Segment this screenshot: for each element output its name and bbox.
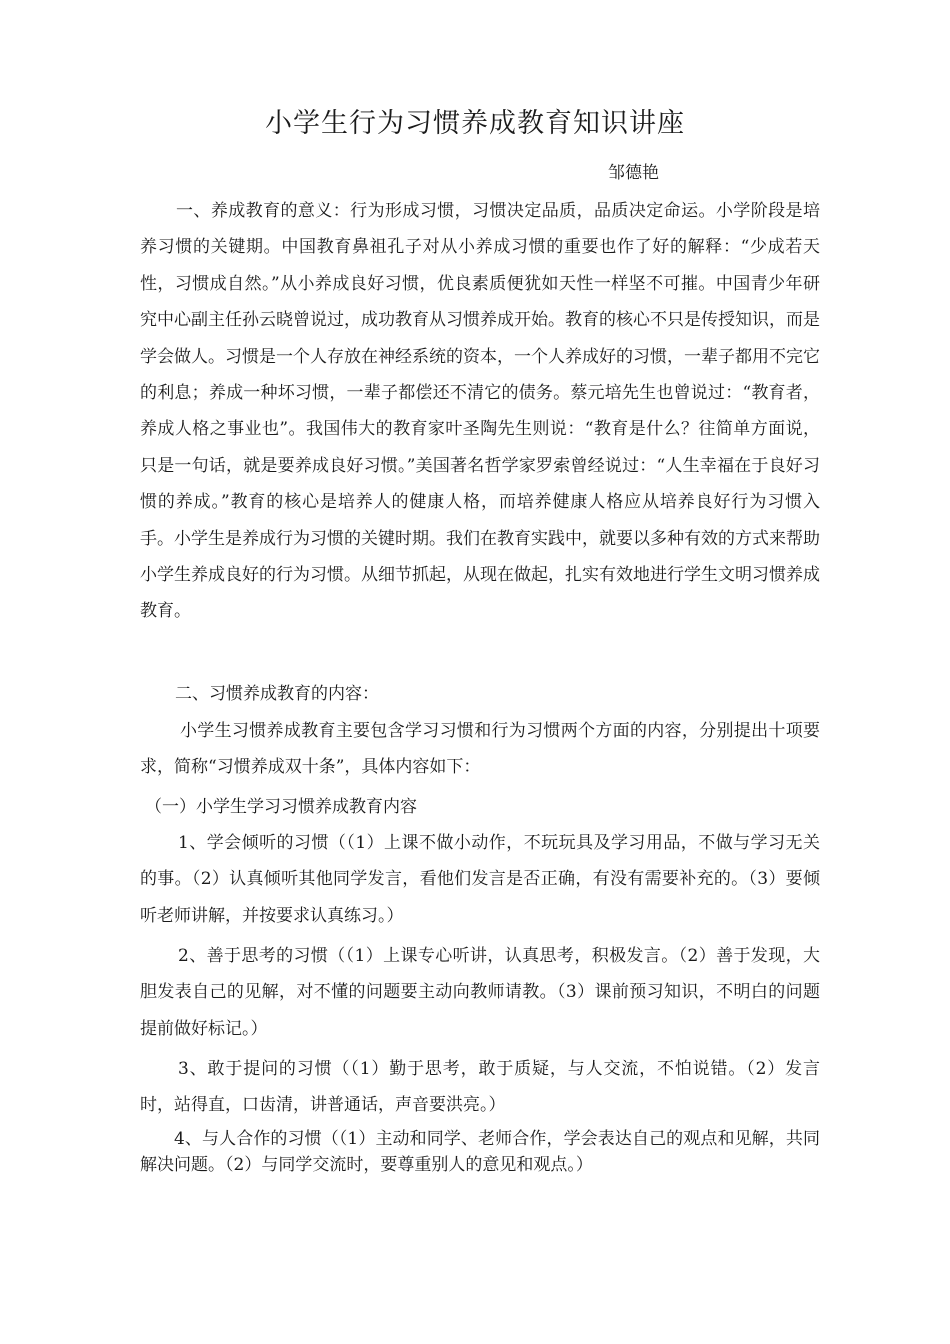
list-item-cooperation: 4、与人合作的习惯（（1）主动和同学、老师合作，学会表达自己的观点和见解，共同解决问题。（2）与同学交流时，要尊重别人的意见和观点。） [140, 1129, 820, 1175]
paragraph-significance: 一、养成教育的意义：行为形成习惯，习惯决定品质，品质决定命运。小学阶段是培养习惯的关键期。中国教育鼻祖孔子对从小养成习惯的重要也作了好的解释：“少成若天性，习惯成自然。”从小养成良好习惯，优良素质便犹如天性一样坚不可摧。中国青少年研究中心副主任孙云晓曾说过，成功教育从习惯养成开始。教育的核心不只是传授知识，而是学会做人。习惯是一个人存放在神经系统的资本，一个人养成好的习惯，一辈子都用不完它的利息；养成一种坏习惯，一辈子都偿还不清它的债务。蔡元培先生也曾说过：“教育者，养成人格之事业也”。我国伟大的教育家叶圣陶先生则说：“教育是什么？往简单方面说，只是一句话，就是要养成良好习惯。”美国著名哲学家罗索曾经说过：“人生幸福在于良好习惯的养成。”教育的核心是培养人的健康人格，而培养健康人格应从培养良好行为习惯入手。小学生是养成行为习惯的关键时期。我们在教育实践中，就要以多种有效的方式来帮助小学生养成良好的行为习惯。从细节抓起，从现在做起，扎实有效地进行学生文明习惯养成教育。 [140, 201, 820, 622]
document-title: 小学生行为习惯养成教育知识讲座 [265, 108, 685, 139]
list-item-thinking: 2、善于思考的习惯（（1）上课专心听讲，认真思考，积极发言。（2）善于发现，大胆发表自己的见解，对不懂的问题要主动向教师请教。（3）课前预习知识，不明白的问题提前做好标记。） [140, 946, 820, 1039]
list-item-questioning: 3、敢于提问的习惯（（1）勤于思考，敢于质疑，与人交流，不怕说错。（2）发言时，站得直，口齿清，讲普通话，声音要洪亮。） [140, 1059, 820, 1116]
author-name: 邹德艳 [608, 163, 659, 183]
subsection-heading-study-habits: （一）小学生学习习惯养成教育内容 [145, 797, 417, 817]
paragraph-overview: 小学生习惯养成教育主要包含学习习惯和行为习惯两个方面的内容，分别提出十项要求，简称“习惯养成双十条”，具体内容如下： [140, 721, 820, 778]
list-item-listening: 1、学会倾听的习惯（（1）上课不做小动作，不玩玩具及学习用品，不做与学习无关的事。（2）认真倾听其他同学发言，看他们发言是否正确，有没有需要补充的。（3）要倾听老师讲解，并按要求认真练习。） [140, 833, 820, 926]
section-heading-content: 二、习惯养成教育的内容： [175, 684, 379, 704]
